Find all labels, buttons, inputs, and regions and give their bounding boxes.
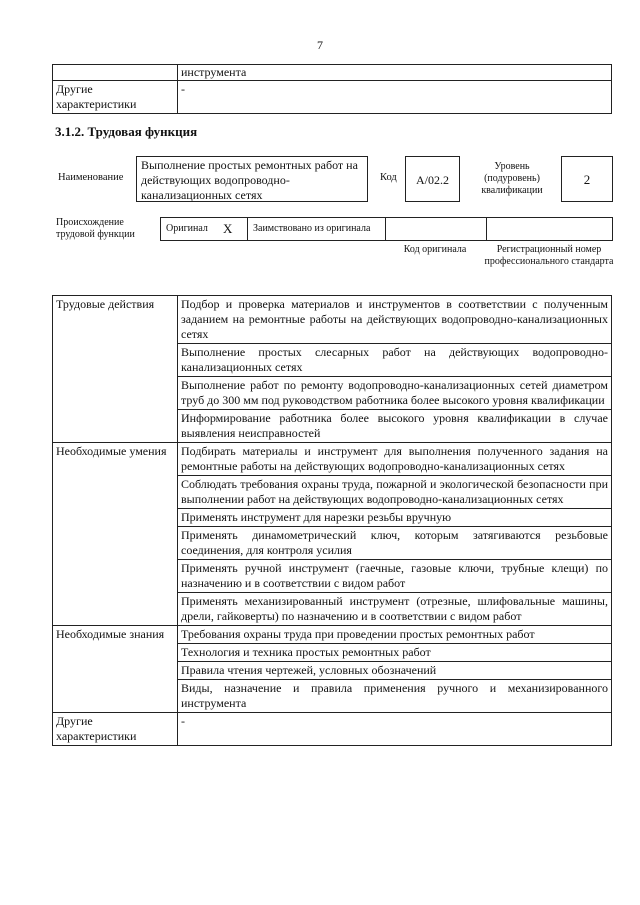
origin-label: Происхождение трудовой функции (56, 217, 135, 240)
table-row (53, 296, 612, 344)
row-value: - (178, 81, 612, 114)
list-item: Виды, назначение и правила применения ручного и механизированного инструмента (178, 680, 612, 713)
code-original-caption: Код оригинала (403, 244, 467, 255)
list-item: - (178, 713, 612, 746)
original-mark: X (223, 221, 233, 236)
page-number: 7 (317, 38, 323, 52)
borrowed-label: Заимствовано из оригинала (253, 223, 371, 234)
list-item: Выполнение простых слесарных работ на действующих водопроводно-канализационных сетях (178, 344, 612, 377)
list-item: Требования охраны труда при проведении простых ремонтных работ (178, 626, 612, 644)
table-row (53, 65, 612, 81)
name-label: Наименование (58, 172, 124, 183)
main-table (52, 295, 612, 746)
code-original-cell (385, 218, 487, 240)
reg-number-caption: Регистрационный номер профессионального стандарта (484, 244, 614, 267)
list-item: Применять механизированный инструмент (отрезные, шлифовальные машины, дрели, гайковерты) по назначению и в соответствии с видом работ (178, 593, 612, 626)
row-label (53, 65, 178, 81)
table-row (53, 713, 612, 746)
original-label: Оригинал (166, 223, 208, 234)
level-value: 2 (561, 156, 613, 202)
group-label: Другие характеристики (53, 713, 178, 746)
list-item: Подбирать материалы и инструмент для выполнения полученного задания на ремонтные работы на действующих водопроводно-канализационных сетях (178, 443, 612, 476)
table-row (53, 443, 612, 476)
origin-box (160, 217, 613, 241)
table-row (53, 626, 612, 644)
row-label: Другие характеристики (53, 81, 178, 114)
table-row (53, 81, 612, 114)
section-heading: 3.1.2. Трудовая функция (55, 124, 198, 139)
code-value: А/02.2 (405, 156, 460, 202)
list-item: Технология и техника простых ремонтных работ (178, 644, 612, 662)
group-label: Необходимые умения (53, 443, 178, 626)
list-item: Применять инструмент для нарезки резьбы вручную (178, 509, 612, 527)
function-name: Выполнение простых ремонтных работ на действующих водопроводно-канализационных сетях (136, 156, 368, 202)
list-item: Подбор и проверка материалов и инструментов в соответствии с полученным заданием на ремонтные работы на действующих водопроводно-канализационных сетях (178, 296, 612, 344)
list-item: Правила чтения чертежей, условных обозначений (178, 662, 612, 680)
list-item: Применять ручной инструмент (гаечные, газовые ключи, трубные клещи) по назначению и в соответствии с видом работ (178, 560, 612, 593)
top-table (52, 64, 612, 114)
group-label: Необходимые знания (53, 626, 178, 713)
list-item: Выполнение работ по ремонту водопроводно-канализационных сетей диаметром труб до 300 мм под руководством работника более высокого уровня квалификации (178, 377, 612, 410)
group-label: Трудовые действия (53, 296, 178, 443)
list-item: Применять динамометрический ключ, которым затягиваются резьбовые соединения, для контроля усилия (178, 527, 612, 560)
code-label: Код (380, 172, 397, 183)
level-label: Уровень (подуровень) квалификации (481, 161, 543, 196)
list-item: Соблюдать требования охраны труда, пожарной и экологической безопасности при выполнении работ на действующих водопроводно-канализационных сетях (178, 476, 612, 509)
row-value: инструмента (178, 65, 612, 81)
list-item: Информирование работника более высокого уровня квалификации в случае выявления неисправностей (178, 410, 612, 443)
